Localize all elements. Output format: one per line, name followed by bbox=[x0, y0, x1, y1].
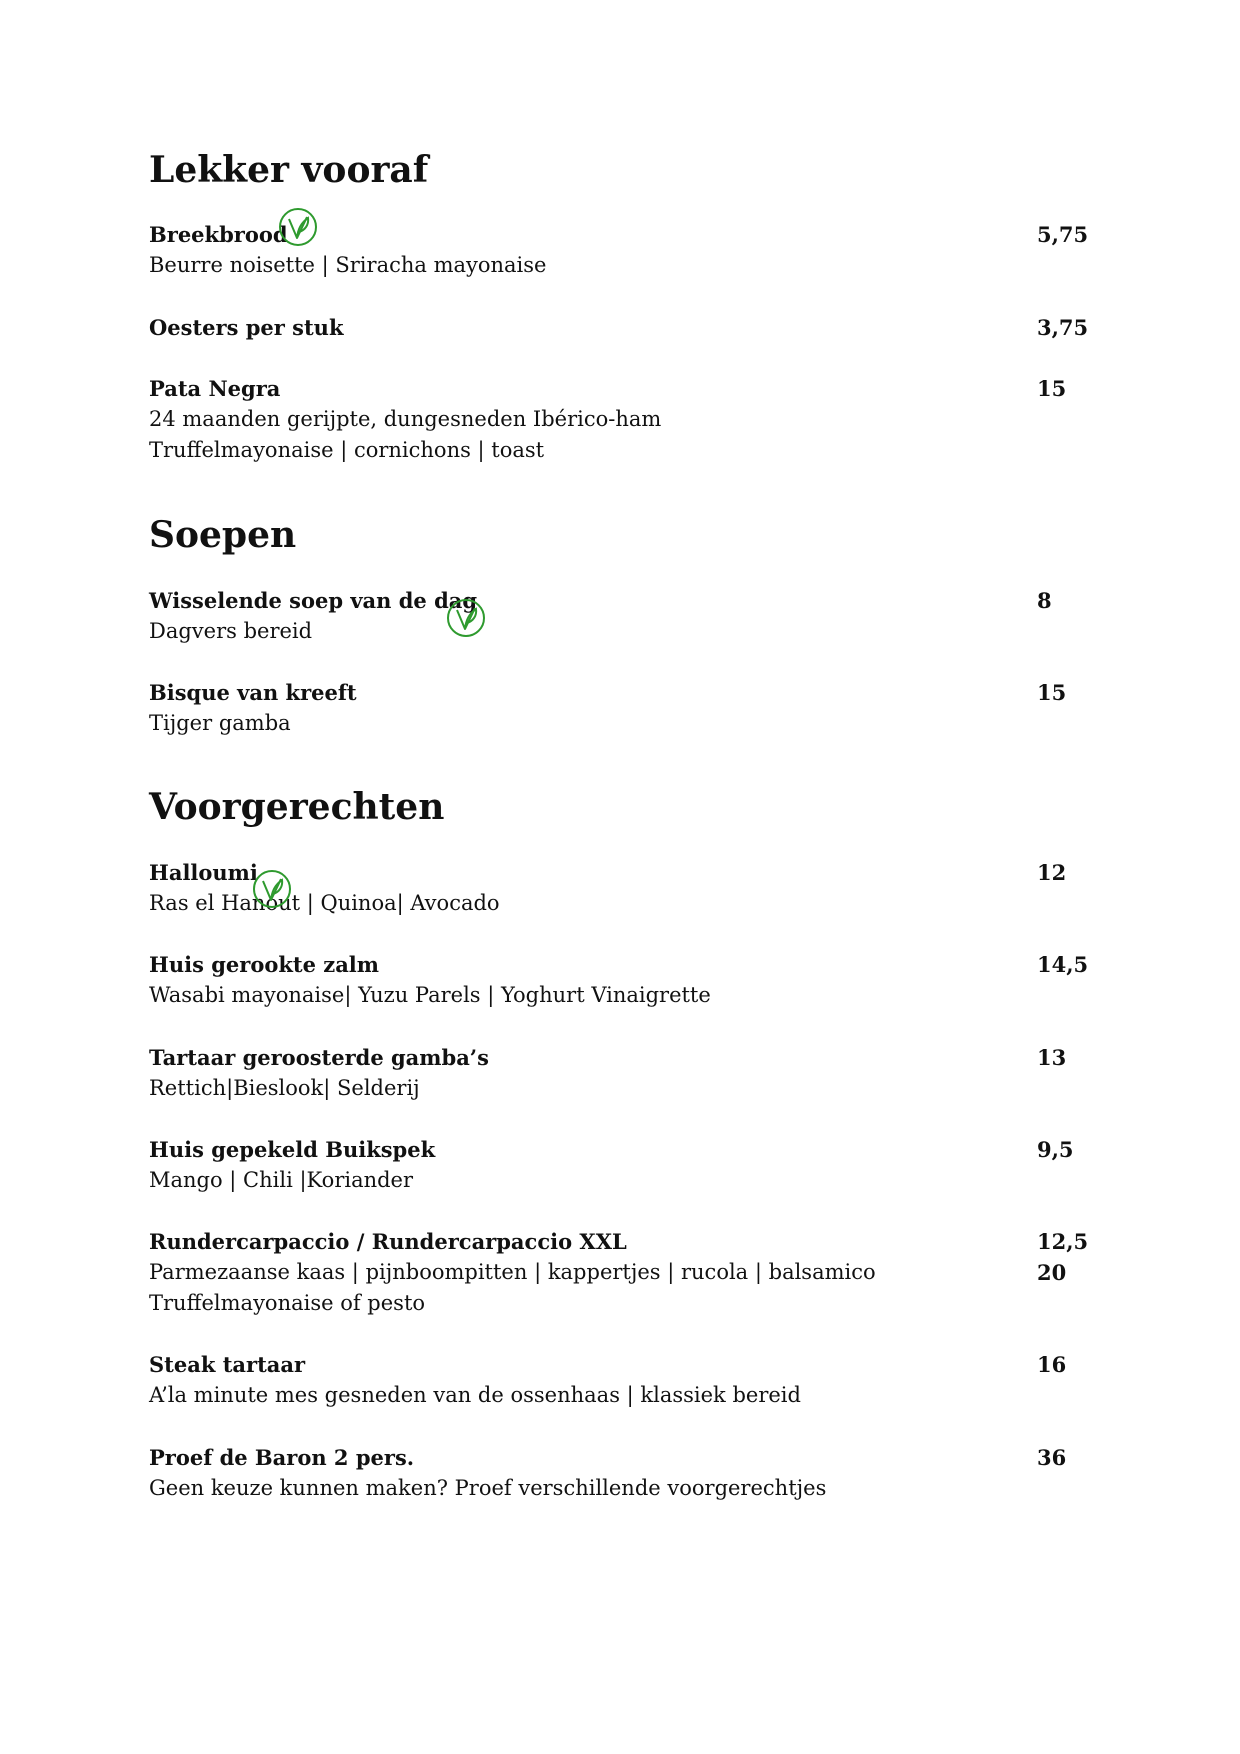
vegetarian-leaf-icon bbox=[446, 598, 486, 638]
price-bisque-van-kreeft: 15 bbox=[1037, 680, 1067, 705]
item-name-bisque-van-kreeft: Bisque van kreeft bbox=[149, 680, 357, 705]
price-halloumi: 12 bbox=[1037, 860, 1067, 885]
price-pata-negra: 15 bbox=[1037, 376, 1067, 401]
item-name-breekbrood: Breekbrood bbox=[149, 222, 288, 247]
item-name-halloumi: Halloumi bbox=[149, 860, 258, 885]
price-steak-tartaar: 16 bbox=[1037, 1352, 1067, 1377]
item-description: Dagvers bereid bbox=[149, 619, 313, 643]
vegetarian-leaf-icon bbox=[278, 207, 318, 247]
item-name-soep-van-de-dag: Wisselende soep van de dag bbox=[149, 588, 478, 613]
item-name-oesters: Oesters per stuk bbox=[149, 315, 344, 340]
item-description: Mango | Chili |Koriander bbox=[149, 1168, 414, 1192]
price-oesters: 3,75 bbox=[1037, 315, 1089, 340]
price-rundercarpaccio: 12,5 bbox=[1037, 1229, 1089, 1254]
price-huis-gerookte-zalm: 14,5 bbox=[1037, 952, 1089, 977]
item-name-huis-gerookte-zalm: Huis gerookte zalm bbox=[149, 952, 379, 977]
item-name-proef-de-baron: Proef de Baron 2 pers. bbox=[149, 1445, 415, 1470]
item-name-tartaar-gambas: Tartaar geroosterde gamba’s bbox=[149, 1045, 489, 1070]
price-soep-van-de-dag: 8 bbox=[1037, 588, 1052, 613]
item-description: Truffelmayonaise | cornichons | toast bbox=[149, 438, 545, 462]
item-description: Wasabi mayonaise| Yuzu Parels | Yoghurt Vinaigrette bbox=[149, 983, 711, 1007]
price-rundercarpaccio-xxl: 20 bbox=[1037, 1260, 1067, 1285]
item-description: Rettich|Bieslook| Selderij bbox=[149, 1076, 420, 1100]
item-description: Parmezaanse kaas | pijnboompitten | kappertjes | rucola | balsamico bbox=[149, 1260, 876, 1284]
price-buikspek: 9,5 bbox=[1037, 1137, 1074, 1162]
item-name-pata-negra: Pata Negra bbox=[149, 376, 281, 401]
price-proef-de-baron: 36 bbox=[1037, 1445, 1067, 1470]
price-tartaar-gambas: 13 bbox=[1037, 1045, 1067, 1070]
price-breekbrood: 5,75 bbox=[1037, 222, 1089, 247]
section-title-soepen: Soepen bbox=[149, 514, 297, 556]
item-description: Beurre noisette | Sriracha mayonaise bbox=[149, 253, 547, 277]
item-description: Truffelmayonaise of pesto bbox=[149, 1291, 426, 1315]
section-title-lekker-vooraf: Lekker vooraf bbox=[149, 149, 429, 191]
item-description: Ras el Hanout | Quinoa| Avocado bbox=[149, 891, 500, 915]
item-description: A’la minute mes gesneden van de ossenhaas | klassiek bereid bbox=[149, 1383, 801, 1407]
item-name-rundercarpaccio: Rundercarpaccio / Rundercarpaccio XXL bbox=[149, 1229, 627, 1254]
vegetarian-leaf-icon bbox=[252, 869, 292, 909]
item-description: Geen keuze kunnen maken? Proef verschillende voorgerechtjes bbox=[149, 1476, 827, 1500]
item-description: 24 maanden gerijpte, dungesneden Ibérico-ham bbox=[149, 407, 662, 431]
item-name-buikspek: Huis gepekeld Buikspek bbox=[149, 1137, 436, 1162]
item-description: Tijger gamba bbox=[149, 711, 291, 735]
section-title-voorgerechten: Voorgerechten bbox=[149, 786, 445, 828]
item-name-steak-tartaar: Steak tartaar bbox=[149, 1352, 306, 1377]
